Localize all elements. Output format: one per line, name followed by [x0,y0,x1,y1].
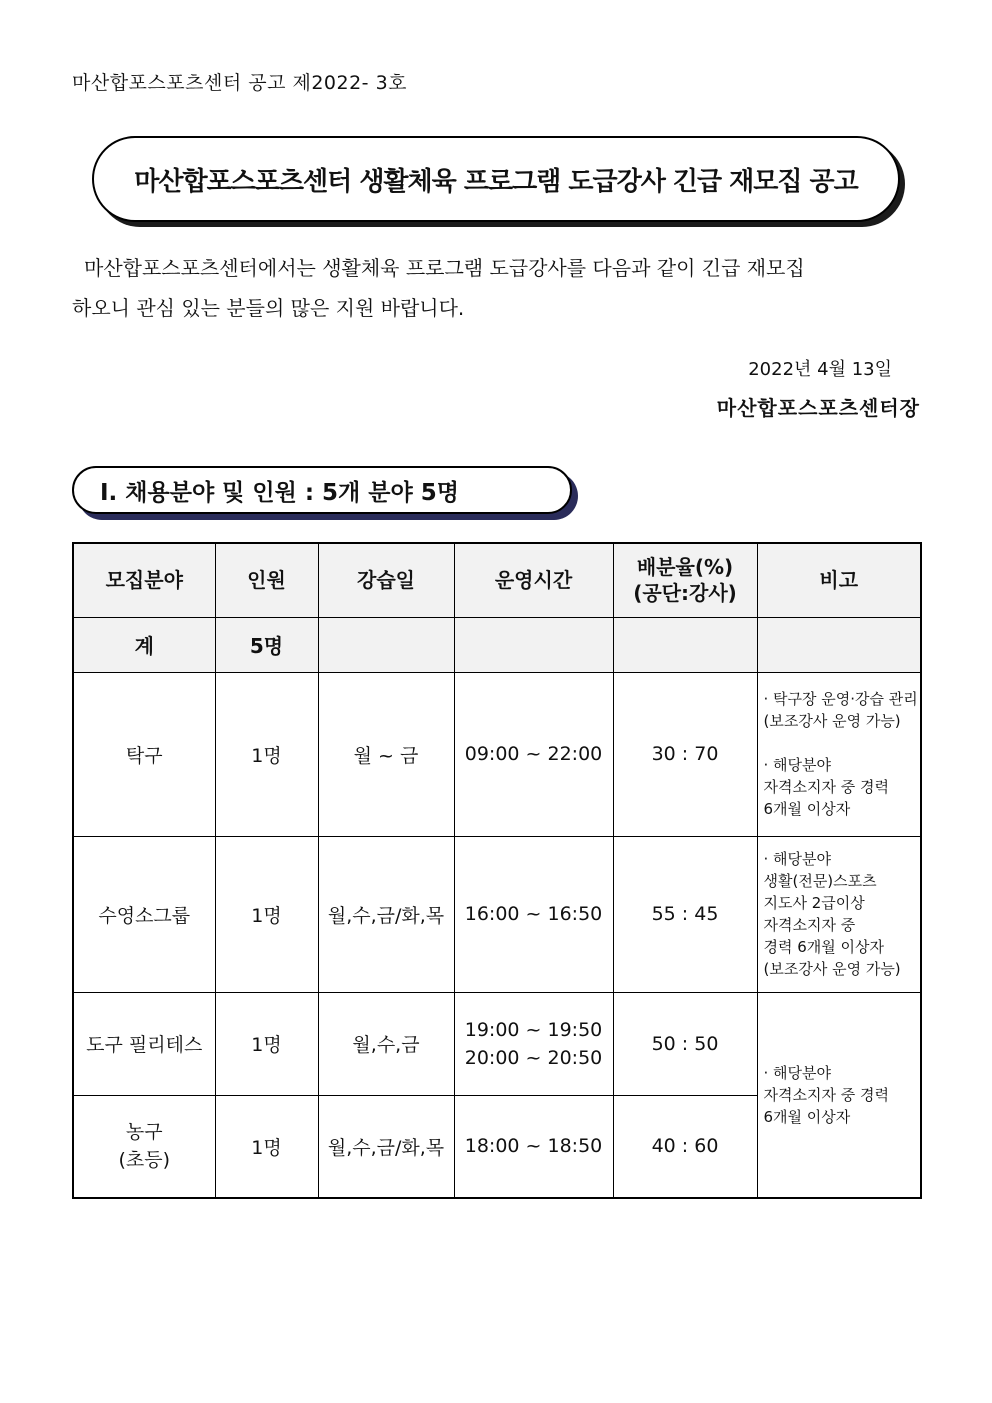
row-hours-line1: 19:00 ~ 19:50 [464,1018,603,1041]
intro-line-1: 마산합포스포츠센터에서는 생활체육 프로그램 도급강사를 다음과 같이 긴급 재모집 [84,256,805,280]
row-note [757,672,921,836]
note-line: (보조강사 운영 가능) [763,712,901,730]
row-field [73,1095,215,1198]
notice-number: 마산합포스포츠센터 공고 제2022- 3호 [72,72,408,94]
header-days: 강습일 [318,543,454,617]
row-hours: 18:00 ~ 18:50 [454,1095,613,1198]
title-banner [92,136,900,222]
note-line: 경력 6개월 이상자 [763,938,885,956]
header-hours: 운영시간 [454,543,613,617]
total-count: 5명 [215,617,318,672]
row-count: 1명 [215,672,318,836]
table-row [73,836,921,992]
note-line: · 탁구장 운영·강습 관리 [763,690,918,708]
total-empty [454,617,613,672]
total-empty [757,617,921,672]
row-count: 1명 [215,992,318,1095]
note-line: 자격소지자 중 경력 [763,1085,889,1104]
header-ratio [613,543,757,617]
note-line: · 해당분야 [763,756,831,774]
row-ratio: 40 : 60 [613,1095,757,1198]
row-field-line1: 농구 [125,1121,163,1144]
table-row [73,992,921,1095]
row-days: 월,수,금/화,목 [318,1095,454,1198]
row-field: 도구 필리테스 [73,992,215,1095]
total-row [73,617,921,672]
note-line: 6개월 이상자 [763,1107,851,1126]
total-empty [318,617,454,672]
row-field: 탁구 [73,672,215,836]
intro-paragraph [72,248,920,328]
row-hours-line2: 20:00 ~ 20:50 [464,1046,603,1069]
note-line: 자격소지자 중 경력 [763,778,889,796]
row-count: 1명 [215,1095,318,1198]
table-row [73,672,921,836]
row-ratio: 55 : 45 [613,836,757,992]
row-days: 월 ~ 금 [318,672,454,836]
row-days: 월,수,금/화,목 [318,836,454,992]
section-1-title: Ⅰ. 채용분야 및 인원 : 5개 분야 5명 [100,479,459,506]
row-count: 1명 [215,836,318,992]
note-line: 자격소지자 중 [763,916,856,934]
notice-date: 2022년 4월 13일 [748,359,892,380]
row-days: 월,수,금 [318,992,454,1095]
note-line: · 해당분야 [763,850,831,868]
note-line: 지도사 2급이상 [763,894,865,912]
note-line: 6개월 이상자 [763,800,851,818]
row-note [757,836,921,992]
row-field: 수영소그룹 [73,836,215,992]
row-ratio: 50 : 50 [613,992,757,1095]
row-ratio: 30 : 70 [613,672,757,836]
total-empty [613,617,757,672]
row-field-line2: (초등) [118,1149,171,1172]
note-line: · 해당분야 [763,1063,831,1082]
note-line: 생활(전문)스포츠 [763,872,877,890]
row-hours: 09:00 ~ 22:00 [454,672,613,836]
header-ratio-line2: (공단:강사) [633,581,737,606]
recruitment-table [72,542,922,1199]
total-label: 계 [73,617,215,672]
note-line: (보조강사 운영 가능) [763,960,901,978]
header-field: 모집분야 [73,543,215,617]
table-header-row [73,543,921,617]
intro-line-2: 하오니 관심 있는 분들의 많은 지원 바랍니다. [72,296,465,320]
row-hours: 16:00 ~ 16:50 [454,836,613,992]
section-1-banner [72,466,572,514]
row-hours [454,992,613,1095]
shared-note [757,992,921,1198]
document-title: 마산합포스포츠센터 생활체육 프로그램 도급강사 긴급 재모집 공고 [134,166,858,197]
issuer-name: 마산합포스포츠센터장 [716,396,920,420]
header-ratio-line1: 배분율(%) [636,555,734,580]
header-count: 인원 [215,543,318,617]
header-note: 비고 [757,543,921,617]
